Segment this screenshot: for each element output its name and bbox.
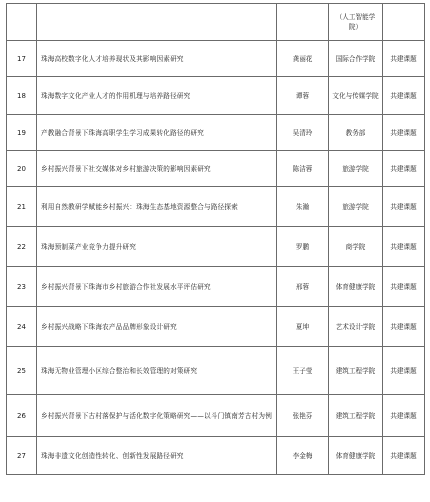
cell-type: 共建课题 <box>383 187 425 227</box>
cell-no: 27 <box>7 437 37 475</box>
cell-no: 20 <box>7 151 37 187</box>
table-row <box>7 77 425 115</box>
cell-type: 共建课题 <box>383 437 425 475</box>
table-row <box>7 41 425 77</box>
cell-empty <box>277 4 329 41</box>
table-row <box>7 395 425 437</box>
cell-person: 龚丽花 <box>277 41 329 77</box>
cell-type: 共建课题 <box>383 347 425 395</box>
cell-person: 陈洁蓉 <box>277 151 329 187</box>
cell-type: 共建课题 <box>383 307 425 347</box>
cell-title: 珠海数字文化产业人才的作用机理与培养路径研究 <box>37 77 277 115</box>
cell-no: 26 <box>7 395 37 437</box>
cell-person: 吴清玲 <box>277 115 329 151</box>
project-list-table <box>6 3 425 475</box>
cell-no: 25 <box>7 347 37 395</box>
table-row-continued <box>7 4 425 41</box>
table-row <box>7 115 425 151</box>
cell-person: 王子莹 <box>277 347 329 395</box>
cell-unit: 体育健康学院 <box>329 267 383 307</box>
unit-text: （人工智能学院） <box>335 13 376 31</box>
cell-no: 24 <box>7 307 37 347</box>
cell-title: 乡村振兴背景下古村落保护与活化数字化策略研究——以斗门镇南芳古村为例 <box>37 395 277 437</box>
cell-no: 21 <box>7 187 37 227</box>
cell-person: 谭蓉 <box>277 77 329 115</box>
table-row <box>7 151 425 187</box>
cell-unit <box>329 4 383 41</box>
cell-unit: 体育健康学院 <box>329 437 383 475</box>
cell-title: 乡村振兴背景下社交媒体对乡村旅游决策的影响因素研究 <box>37 151 277 187</box>
cell-unit: 商学院 <box>329 227 383 267</box>
cell-type: 共建课题 <box>383 41 425 77</box>
cell-no: 19 <box>7 115 37 151</box>
cell-unit: 建筑工程学院 <box>329 395 383 437</box>
cell-title: 乡村振兴背景下珠海市乡村旅游合作社发展水平评估研究 <box>37 267 277 307</box>
cell-empty <box>7 4 37 41</box>
cell-unit: 国际合作学院 <box>329 41 383 77</box>
cell-title: 乡村振兴战略下珠海农产品品牌形象设计研究 <box>37 307 277 347</box>
cell-empty <box>37 4 277 41</box>
table-row <box>7 227 425 267</box>
cell-type: 共建课题 <box>383 151 425 187</box>
cell-no: 18 <box>7 77 37 115</box>
cell-person: 罗鹏 <box>277 227 329 267</box>
cell-unit: 旅游学院 <box>329 151 383 187</box>
cell-type: 共建课题 <box>383 115 425 151</box>
cell-unit: 旅游学院 <box>329 187 383 227</box>
cell-unit: 教务部 <box>329 115 383 151</box>
cell-type: 共建课题 <box>383 227 425 267</box>
cell-unit: 艺术设计学院 <box>329 307 383 347</box>
table-row <box>7 187 425 227</box>
table-row <box>7 437 425 475</box>
cell-title: 珠海非遗文化创造性转化、创新性发展路径研究 <box>37 437 277 475</box>
table-row <box>7 307 425 347</box>
cell-person: 张艳芬 <box>277 395 329 437</box>
cell-unit: 建筑工程学院 <box>329 347 383 395</box>
cell-title: 利用自然教研学赋能乡村振兴：珠海生态基地资源整合与路径探索 <box>37 187 277 227</box>
cell-no: 23 <box>7 267 37 307</box>
cell-title: 珠海无物业管理小区综合整治和长效管理的对策研究 <box>37 347 277 395</box>
cell-type: 共建课题 <box>383 77 425 115</box>
cell-title: 珠海高校数字化人才培养现状及其影响因素研究 <box>37 41 277 77</box>
cell-title: 珠海预制菜产业竞争力提升研究 <box>37 227 277 267</box>
cell-no: 22 <box>7 227 37 267</box>
cell-person: 邢蓉 <box>277 267 329 307</box>
table-row <box>7 347 425 395</box>
cell-person: 朱瀚 <box>277 187 329 227</box>
cell-no: 17 <box>7 41 37 77</box>
cell-type: 共建课题 <box>383 395 425 437</box>
cell-person: 夏坤 <box>277 307 329 347</box>
table-row <box>7 267 425 307</box>
cell-title: 产教融合背景下珠海高职学生学习成果转化路径的研究 <box>37 115 277 151</box>
cell-unit: 文化与传媒学院 <box>329 77 383 115</box>
cell-type: 共建课题 <box>383 267 425 307</box>
cell-empty <box>383 4 425 41</box>
cell-person: 李金梅 <box>277 437 329 475</box>
